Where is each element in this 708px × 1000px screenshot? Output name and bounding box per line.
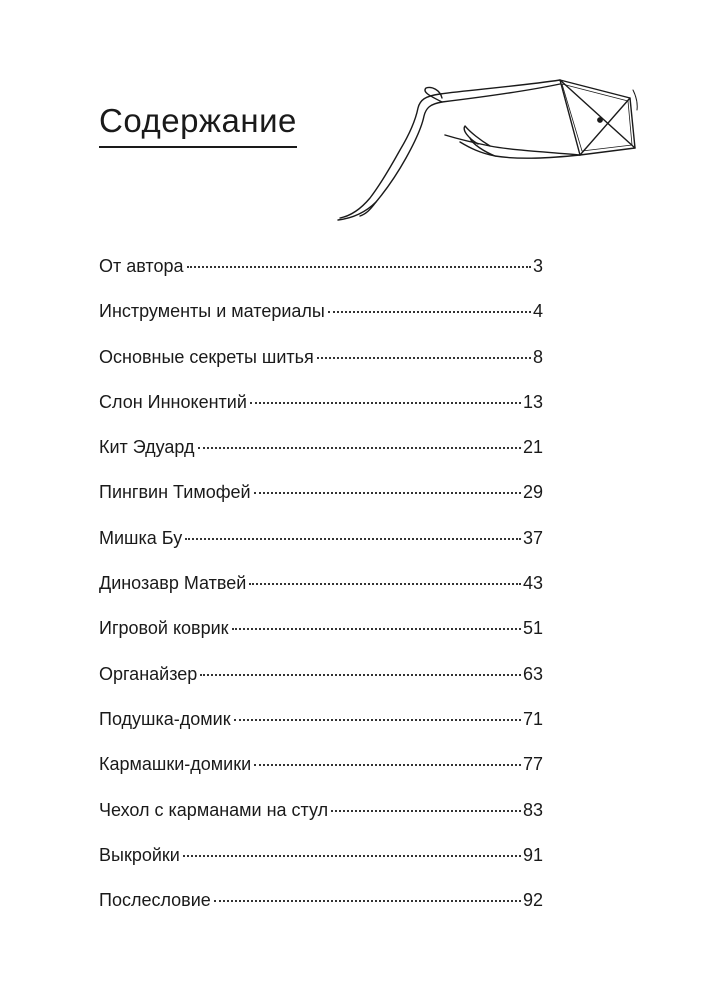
toc-entry-title: Кармашки-домики	[99, 754, 252, 775]
toc-entry-page: 51	[522, 618, 543, 639]
toc-dot-leader	[200, 674, 521, 676]
toc-entry-title: Чехол с карманами на стул	[99, 799, 329, 820]
toc-entry-bear[interactable]	[99, 516, 543, 561]
toc-entry-page: 4	[532, 301, 543, 322]
toc-entry-elephant[interactable]	[99, 380, 543, 425]
toc-dot-leader	[198, 447, 521, 449]
toc-entry-title: Органайзер	[99, 663, 198, 684]
toc-entry-chair-cover[interactable]	[99, 788, 543, 833]
toc-entry-pillow-house[interactable]	[99, 697, 543, 742]
toc-entry-page: 13	[522, 391, 543, 412]
title-underline	[99, 146, 297, 148]
toc-entry-title: Пингвин Тимофей	[99, 482, 251, 503]
toc-dot-leader	[328, 311, 531, 313]
toc-entry-title: Динозавр Матвей	[99, 573, 247, 594]
toc-entry-title: Послесловие	[99, 890, 211, 911]
toc-entry-page: 43	[522, 573, 543, 594]
toc-entry-page: 21	[522, 437, 543, 458]
toc-entry-afterword[interactable]	[99, 878, 543, 923]
toc-dot-leader	[317, 357, 531, 359]
toc-entry-pocket-houses[interactable]	[99, 742, 543, 787]
toc-dot-leader	[254, 492, 521, 494]
toc-entry-page: 83	[522, 799, 543, 820]
toc-entry-patterns[interactable]	[99, 833, 543, 878]
toc-entry-title: Инструменты и материалы	[99, 301, 325, 322]
toc-entry-page: 77	[522, 754, 543, 775]
toc-entry-from-author[interactable]	[99, 244, 543, 289]
kite-body	[560, 80, 635, 155]
toc-dot-leader	[214, 900, 521, 902]
toc-dot-leader	[232, 628, 521, 630]
toc-entry-page: 37	[522, 527, 543, 548]
toc-dot-leader	[249, 583, 521, 585]
toc-entry-title: Выкройки	[99, 844, 180, 865]
toc-entry-title: От автора	[99, 256, 184, 276]
toc-dot-leader	[331, 810, 521, 812]
toc-entry-dinosaur[interactable]	[99, 561, 543, 606]
toc-dot-leader	[187, 266, 531, 268]
toc-entry-tools-materials[interactable]	[99, 289, 543, 334]
toc-entry-page: 29	[522, 482, 543, 503]
toc-entry-title: Слон Иннокентий	[99, 391, 247, 412]
table-of-contents	[99, 244, 543, 923]
toc-entry-page: 63	[522, 663, 543, 684]
toc-entry-page: 91	[522, 844, 543, 865]
toc-dot-leader	[183, 855, 521, 857]
kite-icon	[330, 60, 660, 235]
toc-dot-leader	[185, 538, 521, 540]
toc-entry-page: 71	[522, 708, 543, 729]
toc-entry-organizer[interactable]	[99, 652, 543, 697]
toc-dot-leader	[254, 764, 521, 766]
page-title: Содержание	[99, 102, 297, 139]
toc-entry-sewing-secrets[interactable]	[99, 335, 543, 380]
toc-entry-title: Подушка-домик	[99, 708, 231, 729]
toc-entry-title: Основные секреты шитья	[99, 346, 314, 367]
toc-entry-page: 8	[532, 346, 543, 367]
toc-entry-title: Игровой коврик	[99, 618, 229, 639]
toc-entry-whale[interactable]	[99, 425, 543, 470]
toc-dot-leader	[234, 719, 521, 721]
toc-entry-play-mat[interactable]	[99, 606, 543, 651]
toc-dot-leader	[250, 402, 521, 404]
toc-entry-title: Кит Эдуард	[99, 437, 195, 458]
toc-entry-page: 92	[522, 890, 543, 911]
toc-entry-title: Мишка Бу	[99, 527, 183, 548]
toc-entry-penguin[interactable]	[99, 470, 543, 515]
toc-entry-page: 3	[532, 256, 543, 276]
